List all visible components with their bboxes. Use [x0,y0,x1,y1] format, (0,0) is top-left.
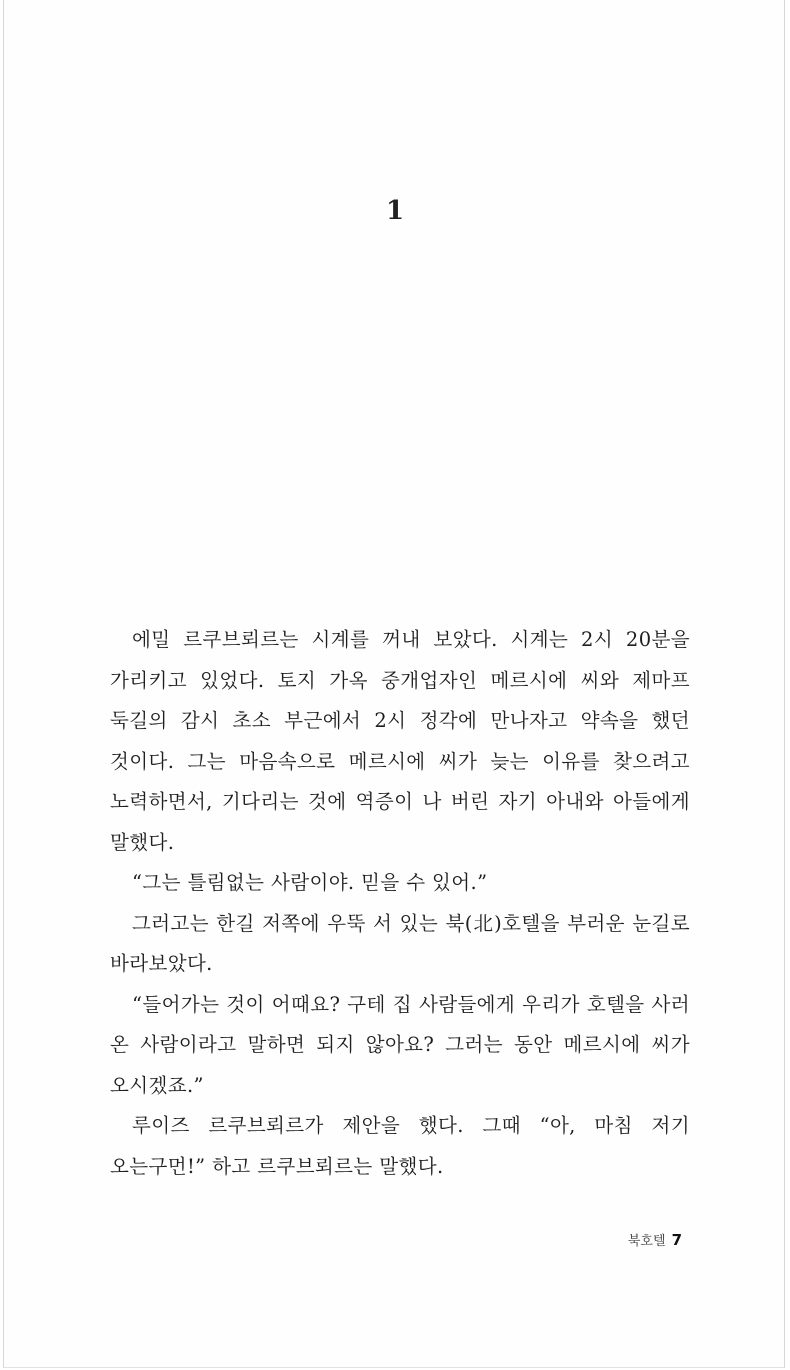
running-header-title: 북호텔 [627,1234,666,1249]
chapter-body [110,620,690,1187]
paragraph: 그러고는 한길 저쪽에 우뚝 서 있는 북(北)호텔을 부러운 눈길로 바라보았다. [110,911,690,975]
paragraph: “들어가는 것이 어때요? 구테 집 사람들에게 우리가 호텔을 사러 온 사람이라고 말하면 되지 않아요? 그러는 동안 메르시에 씨가 오시겠죠.” [110,992,690,1097]
page-footer [628,1230,682,1249]
paragraph: 루이즈 르쿠브뢰르가 제안을 했다. 그때 “아, 마침 저기 오는구먼!” 하고 르쿠브뢰르는 말했다. [110,1114,690,1178]
page-number: 7 [671,1231,682,1249]
chapter-number: 1 [385,196,405,226]
paragraph: 에밀 르쿠브뢰르는 시계를 꺼내 보았다. 시계는 2시 20분을 가리키고 있었다. 토지 가옥 중개업자인 메르시에 씨와 제마프 둑길의 감시 초소 부근에서 2시 정각에 만나자고 약속을 했던 것이다. 그는 마음속으로 메르시에 씨가 늦는 이유를 찾으려고 노력하면서, 기다리는 것에 역증이 나 버린 자기 아내와 아들에게 말했다. [110,628,690,854]
paragraph: “그는 틀림없는 사람이야. 믿을 수 있어.” [132,871,488,894]
